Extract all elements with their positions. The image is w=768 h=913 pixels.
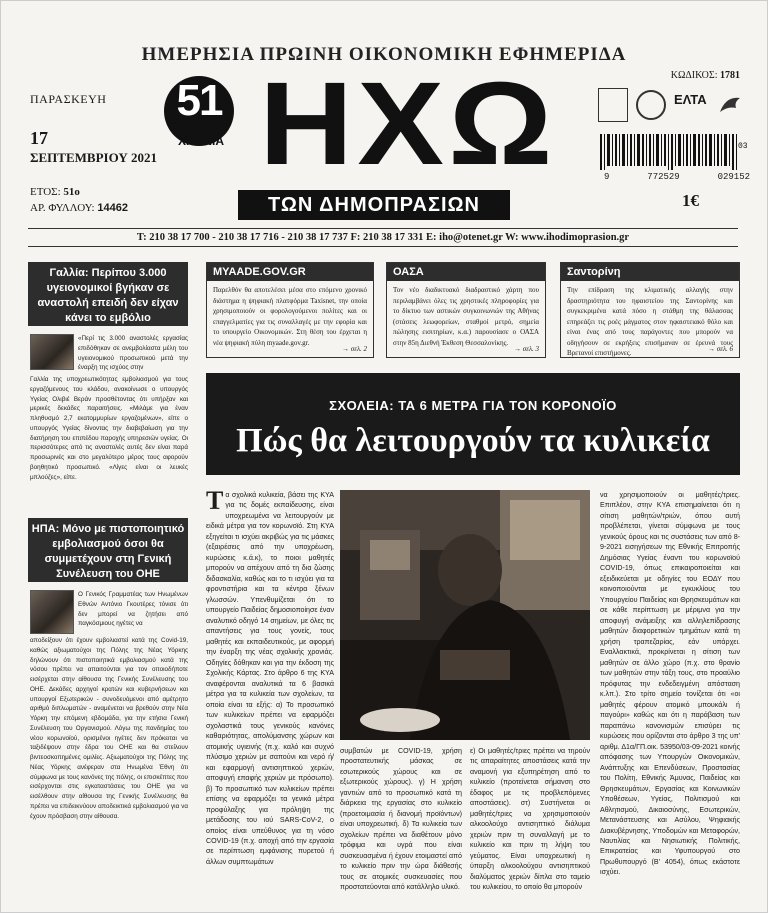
price: 1€: [682, 191, 699, 210]
lead-photo: [340, 490, 590, 740]
year-value: 51ο: [63, 186, 80, 198]
issue-value: 14462: [97, 202, 128, 214]
lead-column-1: [206, 490, 334, 908]
seal-icon: [636, 90, 666, 120]
info-box-myaade: [206, 262, 374, 358]
barcode-digit-3: 029152: [717, 172, 750, 182]
info-box-title: ΟΑΣΑ: [387, 263, 545, 281]
lead-column-4: να χρησιμοποιούν οι μαθητές/τριες. Επιπλέον, στην ΚΥΑ επισημαίνεται ότι η σίτιση μαθητών/τριών, όπου αυτή προβλέπεται, γίνεται σύμφωνα με τους γενικούς όρους και τις συστάσεις των από 8-9-2021 εισηγήσεων της Εθνικής Επιτροπής Δημόσιας Υγείας έναντι του κορωνοϊού COVID-19, όπως επικαιροποιείται και εξειδικεύεται με οδηγίες του ΕΟΔΥ που κοινοποιούνται με εγκυκλίους του Υπουργείου Παιδείας και Θρησκευμάτων και σε κάθε περίπτωση με μέριμνα για την αποφυγή ανάμειξης και αλληλεπίδρασης μαθητών διαφορετικών τμημάτων κατά τη χρήση τραπεζαρίας, εάν υπάρχει. Εναλλακτικά, προκρίνεται η σίτιση των μαθητών σε άλλο χώρο (π.χ. στο θρανίο των μαθητών στην τάξη τους, στο προαύλιο πρόφυτας την ενδεδειγμένη απόσταση κ.λπ.). Στο τρίτο σημείο τονίζεται ότι «οι μαθητές φέρουν ατομικό μπουκάλι ή παγούρι» καθώς και ότι η παράβαση των παραπάνω κανονισμών επισύρει τις κυρώσεις που ορίζονται στο άρθρο 3 της υπ' αριθμ. Δ1α/ΓΠ.οικ. 53950/03-09-2021 κοινής απόφασης των Υπουργών Οικονομικών, Ανάπτυξης και Επενδύσεων, Προστασίας του Πολίτη, Εθνικής Άμυνας, Παιδείας και Θρησκευμάτων, Εργασίας και Κοινωνικών Υποθέσεων, Υγείας, Πολιτισμού και Αθλητισμού, Δικαιοσύνης, Εσωτερικών, Μετανάστευσης και Ασύλου, Ψηφιακής Διακυβέρνησης, Υποδομών και Μεταφορών, Ναυτιλίας και Νησιωτικής Πολιτικής, Επικρατείας και Υφυπουργού στο Πρωθυπουργό (Β' 4054), όπως εκάστοτε ισχύει.: [600, 491, 740, 877]
left-story1: [30, 334, 188, 482]
info-box-page-ref: → σελ. 2: [342, 345, 367, 353]
story2-intro: Ο Γενικός Γραμματέας των Ηνωμένων Εθνών Αντόνιο Γκουτέρες τόνισε ότι δεν μπορεί να ζητήσει από παγκόσμιους ηγέτες να: [78, 591, 188, 628]
info-box-title: Σαντορίνη: [561, 263, 739, 281]
barcode-digit-1: 9: [604, 172, 610, 182]
barcode-suffix: 03: [738, 142, 748, 151]
issue-label: ΑΡ. ΦΥΛΛΟΥ:: [30, 202, 95, 214]
info-box-oasa: [386, 262, 546, 358]
tagline: ΗΜΕΡΗΣΙΑ ΠΡΩΙΝΗ ΟΙΚΟΝΟΜΙΚΗ ΕΦΗΜΕΡΙΔΑ: [141, 44, 627, 65]
issue-date-month: ΣΕΠΤΕΜΒΡΙΟΥ 2021: [30, 150, 157, 165]
elta-logo: ΕΛΤΑ: [674, 92, 707, 107]
barcode-digits: [604, 172, 750, 182]
lead-column-2: συμβατών με COVID-19, χρήση προστατευτικής μάσκας σε εσωτερικούς χώρους και σε εξωτερικούς χώρους). γ) Η χρήση γαντιών από το προσωπικό κατά τη διάρκεια της εργασίας στο κυλικείο (προετοιμασία ή διανομή προϊόντων) είναι υποχρεωτική. δ) Τα κυλικεία των σχολείων πρέπει να διαθέτουν μόνο τρόφιμα και υγρά που είναι συσκευασμένα ή έχουν ετοιμαστεί από το κυλικείο πριν την ώρα διάθεσής τους σε ατομικές συσκευασίες που προστατεύονται από κατάλληλο υλικό.: [340, 747, 462, 892]
anniversary-number: 51: [176, 76, 222, 125]
info-box-santorini: [560, 262, 740, 358]
code-label: ΚΩΔΙΚΟΣ:: [670, 70, 718, 81]
barcode-icon: [600, 134, 750, 170]
story1-intro: «Περί τις 3.000 αναστολές εργασίας επιδόθηκαν σε ανεμβολίαστα μέλη του υγειονομικού προσωπικού μετά την έναρξη της ισχύος στην: [78, 335, 188, 372]
info-box-body: Τον νέο διαδικτυακό διαδραστικό χάρτη που περιλαμβάνει όλες τις χρηστικές πληροφορίες για το δίκτυο των αστικών συγκοινωνιών της Αθήνας (στάσεις λεωφορείων, σταθμοί μετρό, σημεία πώλησης εισιτηρίων, κ.α.) παρουσίασε ο ΟΑΣΑ στην 85η Διεθνή Έκθεση Θεσσαλονίκης.: [393, 286, 539, 347]
left-story2-headline: ΗΠΑ: Μόνο με πιστοποιητικό εμβολιασμού όσοι θα συμμετέχουν στη Γενική Συνέλευση του ΟΗΕ: [28, 518, 188, 582]
canteen-worker-photo: [340, 490, 590, 740]
anniversary-label: ΧΡΟΝΙΑ: [177, 134, 224, 148]
postal-stamps: [598, 88, 748, 124]
year-label: ΕΤΟΣ:: [30, 186, 61, 198]
masthead-title: ΗΧΩ: [259, 58, 557, 190]
postage-stamp-icon: [598, 88, 628, 122]
story2-photo: [30, 590, 74, 634]
contact-line: T: 210 38 17 700 - 210 38 17 716 - 210 38 17 737 F: 210 38 17 331 E: iho@otenet.gr W: www.ihodimoprasion.gr: [28, 228, 738, 247]
lead-headline: Πώς θα λειτουργούν τα κυλικεία: [236, 422, 710, 459]
info-box-page-ref: → σελ. 3: [514, 345, 539, 353]
story1-body: Γαλλία της υποχρεωτικότητας εμβολιασμού για τους εργαζόμενους του κλάδου, ανακοίνωσε ο υπουργός Υγείας Ολιβιέ Βεράν προσθέτοντας ότι υπήρξαν και μερικές δεκάδες παραιτήσεις. «Μιλάμε για έναν πληθυσμό 2,7 εκατομμυρίων εργαζομένων», είπε ο υπουργός Υγείας δίνοντας την διαβεβαίωση για την διατήρηση του επιπέδου παροχής υπηρεσιών υγείας. Οι περισσότερες από τις αναστολές αυτές δεν είναι παρά προσωρινές και στο μεγαλύτερο μέρος τους αφορούν βοηθητικό προσωπικό. «Λίγες είναι οι λευκές μπλούζες», είπε.: [30, 376, 188, 481]
info-box-body: Παρελθόν θα αποτελέσει μέσα στο επόμενο χρονικό διάστημα η ψηφιακή πλατφόρμα Taxisnet, την οποία χρησιμοποιούν οι φορολογούμενοι πολίτες και οι επαγγελματίες για τις συναλλαγές με την εφορία και το υπουργείο Οικονομικών. Στη θέση του έρχεται η νέα ψηφιακή πύλη myaade.gov.gr.: [213, 286, 367, 347]
info-box-title: MYAADE.GOV.GR: [207, 263, 373, 281]
lead-column-1-text: α σχολικά κυλικεία, βάσει της ΚΥΑ για τις δομές εκπαίδευσης, είναι υποχρεωμένα να λειτουργούν με ειδικά μέτρα για τον κορωνοϊό. Στη ΚΥΑ εξηγείται τι ισχύει ακριβώς για τις μάσκες (εξαιρέσεις από την υποχρέωση, κυρώσεις κ.ά.κ), το ποιοι μαθητές μπορούν να απέχουν από τη δια ζώσης διδασκαλία, καθώς και το τι ισχύει για τα φροντιστήρια και τα κέντρα ξένων γλωσσών. Υπενθυμίζεται ότι το υπουργείο Παιδείας δημοσιοποίησε έναν αναλυτικό οδηγό 14 σημείων, με όλες τις απαντήσεις για τους γονείς, τους μαθητές και εκπαιδευτικούς, με αφορμή την έναρξη της νέας σχολικής χρονιάς. Οδηγίες δόθηκαν και για την έκδοση της Σχολικής Κάρτας. Στο άρθρο 6 της ΚΥΑ αναφέρονται αναλυτικά τα 6 βασικά μέτρα για τα κυλικεία των σχολείων, τα οποία είναι τα εξής: α) Το προσωπικό των κυλικείων πρέπει να εφαρμόζει σχολαστικά τους γενικούς κανόνες καθαριότητας, απολύμανσης χώρων και ατομικής υγιεινής (π.χ. καλό και συχνό πλύσιμο χεριών με σαπούνι και νερό ή/και εφαρμογή αντισηπτικού χεριών, αποφυγή επαφής χεριών με πρόσωπο). β) Το προσωπικό των κυλικείων πρέπει επίσης να εφαρμόζει τα γενικά μέτρα προφύλαξης για πρόληψη της μετάδοσης του ιού SARS-CoV-2, ο οποίος είναι υπεύθυνος για τη νόσο COVID-19 (π.χ. αποχή από την εργασία σε περίπτωση εμφάνισης πυρετού ή άλλων συμπτωμάτων: [206, 491, 334, 866]
left-story2: [30, 590, 188, 821]
product-code: [600, 70, 740, 81]
issue-info: [30, 202, 128, 214]
lead-column-3: ε) Οι μαθητές/τριες πρέπει να τηρούν τις απαραίτητες αποστάσεις κατά την αναμονή για εξυπηρέτηση από το κυλικείο (προτείνεται σήμανση στο έδαφος με τις προβλεπόμενες αποστάσεις). στ) Συστήνεται οι μαθητές/τριες να χρησιμοποιούν αλκοολούχο αντισηπτικό διάλυμα χεριών πριν τη συναλλαγή με το κυλικείο και πριν τη λήψη του γεύματος. Είναι υποχρεωτική η ύπαρξη αλκοολούχου αντισηπτικού διαλύματος χεριών δίπλα στο ταμείο του κυλικείου, το οποίο θα μπορούν: [470, 747, 590, 892]
issue-date-number: 17: [30, 128, 48, 148]
hermes-logo-icon: [716, 90, 746, 120]
lead-dropcap: Τ: [206, 490, 224, 515]
left-story1-headline: Γαλλία: Περίπου 3.000 υγειονομικοί βγήκαν σε αναστολή επειδή δεν είχαν κάνει το εμβόλιο: [28, 262, 188, 326]
info-box-page-ref: → σελ. 6: [708, 345, 733, 353]
code-value: 1781: [720, 70, 740, 81]
year-info: [30, 186, 80, 198]
story1-photo: [30, 334, 74, 370]
masthead-subtitle: ΤΩΝ ΔΗΜΟΠΡΑΣΙΩΝ: [238, 190, 510, 220]
issue-day: ΠΑΡΑΣΚΕΥΗ: [30, 92, 107, 106]
info-box-body: Την επίδραση της κλιματικής αλλαγής στην δραστηριότητα του ηφαιστείου της Σαντορίνης και συγκεκριμένα κατά πόσο η στάθμη της θάλασσας επηρεάζει τις ροές μάγματος στον ηφαιστειακό θόλο και είναι ένας από τους παράγοντες που μπορούν να οδηγήσουν σε εκρήξεις επισήμαναν σε έρευνά τους Βρετανοί επιστήμονες.: [567, 286, 733, 357]
lead-kicker: ΣΧΟΛΕΙΑ: ΤΑ 6 ΜΕΤΡΑ ΓΙΑ ΤΟΝ ΚΟΡΟΝΟΪΟ: [329, 398, 617, 413]
story2-body: αποδείξουν ότι έχουν εμβολιαστεί κατά της Covid-19, καθώς αξιωματούχοι της Πόλης της Νέας Υόρκης δηλώνουν ότι πιστοποιητικά εμβολιασμού κατά της νόσου πρέπει να απαιτούνται για τον οποιοδήποτε εισέρχεται στην αίθουσα της Γενικής Συνέλευσης του ΟΗΕ. Δεκάδες αρχηγοί κρατών και κυβερνήσεων και υπουργοί Εξωτερικών - συνοδευόμενοι από αμέτρητο αριθμό διπλωματών - αναμένεται να βρεθούν στην Νέα Υόρκη την επόμενη εβδομάδα, για την ετήσια Γενική Συνέλευση του Οργανισμού. Λόγω της πανδημίας του νέου κορωνοϊού, ορισμένοι ηγέτες δεν πρόκειται να ταξιδέψουν στην έδρα του ΟΗΕ και θα στείλουν βιντεοσκοπημένες ομιλίες. Αξιωματούχοι της Πόλης της Νέας Υόρκης ανέφεραν στα Ηνωμένα Έθνη ότι σύμφωνα με τους κανόνες της πόλης, οι επισκέπτες που εισέρχονται στις εγκαταστάσεις του ΟΗΕ για να εισέλθουν στην αίθουσα της Γενικής Συνέλευσης θα πρέπει να επιδεικνύουν αποδεικτικά εμβολιασμού για να έχουν πρόσβαση στην αίθουσα.: [30, 637, 188, 820]
barcode-digit-2: 772529: [647, 172, 680, 182]
